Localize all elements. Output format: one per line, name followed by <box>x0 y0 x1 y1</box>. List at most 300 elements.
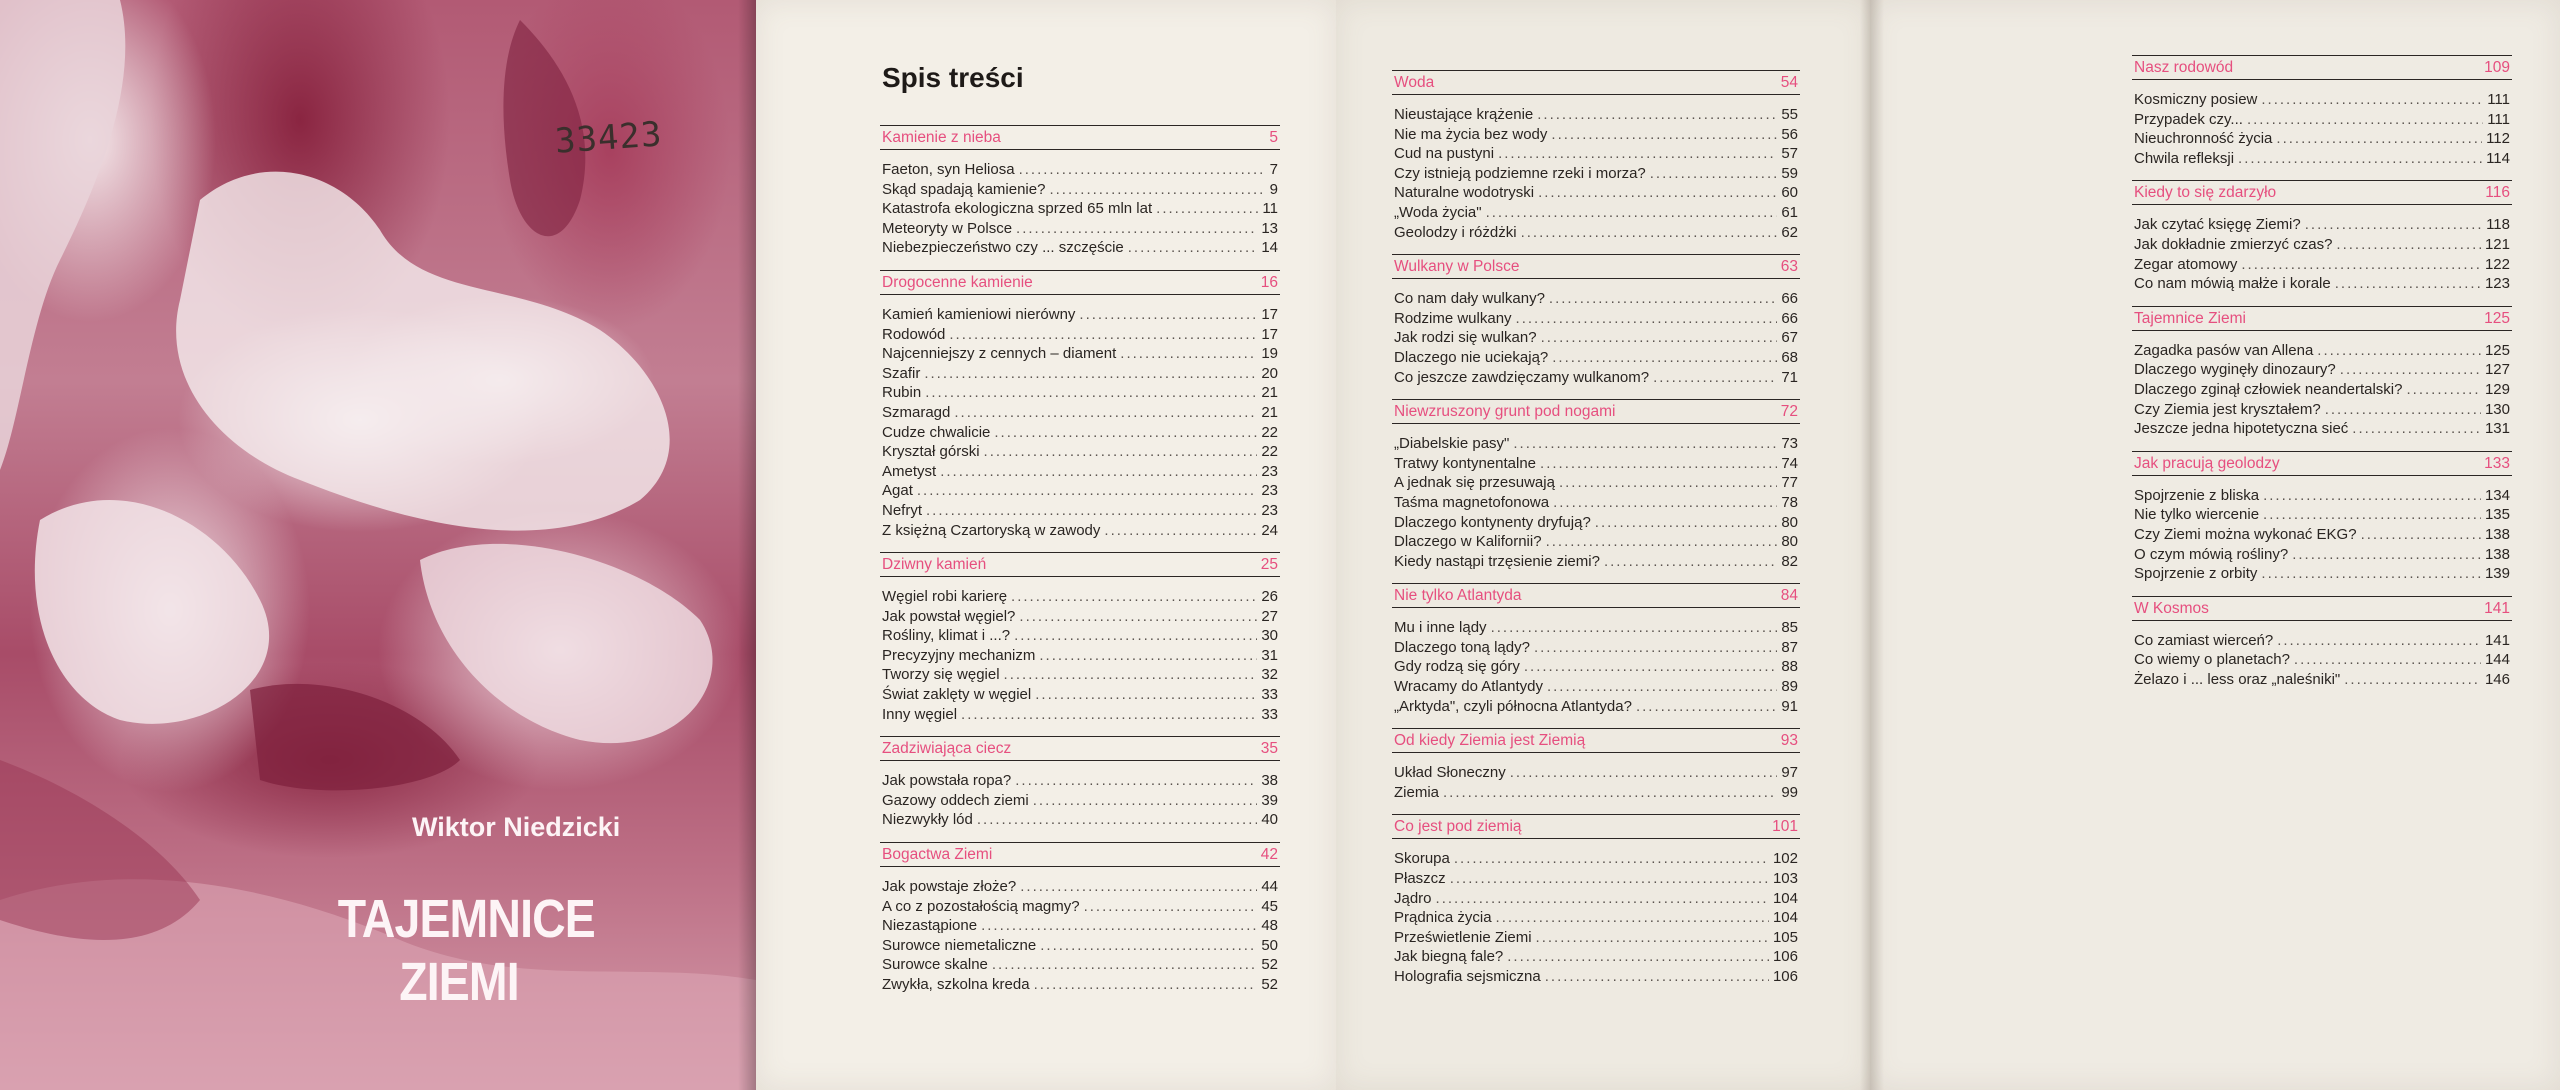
toc-entry <box>880 199 1280 219</box>
toc-entry-title: Dlaczego toną lądy? <box>1394 638 1530 656</box>
toc-section-page: 35 <box>1260 740 1278 758</box>
toc-entry-title: Agat <box>882 482 913 500</box>
toc-entry-page: 134 <box>2484 486 2510 504</box>
toc-entry-page: 40 <box>1261 811 1278 829</box>
toc-dot-leader <box>1486 203 1778 223</box>
toc-entry-title: Tratwy kontynentalne <box>1394 454 1537 472</box>
toc-entry <box>880 462 1280 482</box>
toc-dot-leader <box>1016 219 1257 239</box>
toc-entry-page: 26 <box>1261 588 1278 606</box>
toc-entry <box>1392 697 1800 717</box>
toc-entry-page: 33 <box>1261 686 1278 704</box>
toc-entry <box>880 897 1280 917</box>
toc-entry-page: 131 <box>2484 420 2510 438</box>
toc-dot-leader <box>2317 341 2481 361</box>
toc-entry <box>880 238 1280 258</box>
toc-entry <box>880 501 1280 521</box>
toc-dot-leader <box>2292 545 2481 565</box>
toc-entry <box>880 877 1280 897</box>
toc-entry-page: 127 <box>2484 361 2510 379</box>
toc-entry <box>1392 532 1800 552</box>
toc-entry-title: Taśma magnetofonowa <box>1394 493 1550 511</box>
toc-entry-title: Prądnica życia <box>1394 909 1492 927</box>
toc-entry <box>880 219 1280 239</box>
toc-entry-page: 45 <box>1261 897 1278 915</box>
toc-entry-title: Spojrzenie z bliska <box>2134 486 2260 504</box>
toc-entry-page: 30 <box>1261 627 1278 645</box>
toc-entry-page: 61 <box>1781 203 1798 221</box>
toc-dot-leader <box>992 955 1257 975</box>
toc-entry-page: 66 <box>1781 309 1798 327</box>
toc-entry-page: 14 <box>1261 239 1278 257</box>
toc-dot-leader <box>1541 328 1778 348</box>
toc-section-title: Co jest pod ziemią <box>1394 818 1522 836</box>
toc-dot-leader <box>1507 947 1769 967</box>
toc-entry-page: 21 <box>1261 384 1278 402</box>
toc-dot-leader <box>2277 631 2481 651</box>
toc-entry-page: 48 <box>1261 917 1278 935</box>
toc-entry <box>2132 274 2512 294</box>
toc-section-divider <box>1392 278 1800 289</box>
toc-entry-page: 125 <box>2484 341 2510 359</box>
toc-entry-title: Żelazo i ... less oraz „naleśniki" <box>2134 670 2341 688</box>
toc-entry-title: Cud na pustyni <box>1394 145 1495 163</box>
toc-section-title: Bogactwa Ziemi <box>882 846 993 864</box>
toc-section-page: 116 <box>2485 184 2510 202</box>
toc-entry-page: 32 <box>1261 666 1278 684</box>
toc-section-divider <box>1392 607 1800 618</box>
toc-dot-leader <box>1510 763 1778 783</box>
toc-section-divider <box>880 294 1280 305</box>
toc-entry-title: Kiedy nastąpi trzęsienie ziemi? <box>1394 552 1600 570</box>
toc-dot-leader <box>1019 160 1266 180</box>
toc-entry-title: Prześwietlenie Ziemi <box>1394 928 1532 946</box>
toc-entry <box>1392 677 1800 697</box>
toc-dot-leader <box>1604 552 1777 572</box>
toc-dot-leader <box>1436 889 1769 909</box>
cover-title-line-2: ZIEMI <box>399 952 519 1012</box>
toc-entry <box>2132 360 2512 380</box>
toc-entry-title: Dlaczego wyginęły dinozaury? <box>2134 361 2336 379</box>
toc-section-page: 109 <box>2484 59 2510 76</box>
toc-section-heading <box>1392 254 1800 278</box>
toc-entry-title: Tworzy się węgiel <box>882 666 1000 684</box>
toc-entry-page: 114 <box>2486 149 2510 167</box>
toc-entry <box>880 705 1280 725</box>
toc-entry <box>880 607 1280 627</box>
toc-dot-leader <box>2238 149 2482 169</box>
toc-entry <box>880 364 1280 384</box>
toc-entry-page: 20 <box>1261 364 1278 382</box>
toc-dot-leader <box>1595 513 1778 533</box>
toc-entry <box>1392 947 1800 967</box>
toc-entry <box>1392 783 1800 803</box>
toc-dot-leader <box>1104 521 1257 541</box>
toc-entry-page: 111 <box>2487 110 2510 128</box>
toc-entry <box>2132 255 2512 275</box>
toc-section-divider <box>2132 475 2512 486</box>
toc-entry-title: Nefryt <box>882 501 923 519</box>
toc-dot-leader <box>1034 975 1258 995</box>
toc-entry <box>2132 341 2512 361</box>
toc-entry-title: Nie ma życia bez wody <box>1394 125 1548 143</box>
toc-dot-leader <box>1128 238 1258 258</box>
toc-dot-leader <box>954 403 1257 423</box>
toc-entry <box>1392 473 1800 493</box>
toc-section-page: 72 <box>1780 403 1798 421</box>
toc-dot-leader <box>1521 223 1778 243</box>
toc-section-page: 84 <box>1780 587 1798 605</box>
toc-entry-page: 102 <box>1772 850 1798 868</box>
toc-section-title: Kamienie z nieba <box>882 129 1001 146</box>
toc-dot-leader <box>1538 183 1777 203</box>
toc-section-title: Woda <box>1394 74 1435 91</box>
toc-entry-title: Rodzime wulkany <box>1394 309 1512 327</box>
toc-entry <box>880 955 1280 975</box>
toc-entry-page: 17 <box>1261 325 1278 343</box>
toc-dot-leader <box>2406 380 2480 400</box>
toc-entry-page: 52 <box>1261 956 1278 974</box>
toc-section-divider <box>2132 330 2512 341</box>
toc-entry-title: Surowce niemetaliczne <box>882 936 1037 954</box>
toc-section-heading <box>880 842 1280 866</box>
toc-entry-title: Kamień kamieniowi nierówny <box>882 305 1076 323</box>
toc-entry-title: Co nam mówią małże i korale <box>2134 275 2331 293</box>
toc-entry-page: 106 <box>1772 968 1798 985</box>
toc-entry-page: 68 <box>1781 348 1798 366</box>
toc-entry <box>1392 928 1800 948</box>
toc-entry-page: 130 <box>2484 400 2510 418</box>
toc-entry-title: Szafir <box>882 364 921 382</box>
toc-dot-leader <box>1636 697 1777 717</box>
toc-entry-page: 105 <box>1772 928 1798 946</box>
toc-dot-leader <box>940 462 1257 482</box>
toc-entry-title: Kryształ górski <box>882 443 980 461</box>
toc-entry-page: 144 <box>2484 651 2510 669</box>
toc-entry-title: Spojrzenie z orbity <box>2134 565 2258 583</box>
toc-entry-page: 122 <box>2484 255 2510 273</box>
toc-entry-page: 99 <box>1781 783 1798 801</box>
toc-section-divider <box>1392 838 1800 849</box>
toc-entry-page: 38 <box>1261 772 1278 790</box>
toc-entry-page: 129 <box>2484 380 2510 398</box>
toc-section-divider <box>880 576 1280 587</box>
toc-entry-page: 22 <box>1261 423 1278 441</box>
toc-dot-leader <box>1450 869 1769 889</box>
toc-dot-leader <box>1516 309 1778 329</box>
toc-entry <box>1392 368 1800 388</box>
toc-dot-leader <box>1004 665 1258 685</box>
toc-section-divider <box>1392 752 1800 763</box>
toc-entry <box>1392 967 1800 987</box>
toc-section-heading <box>1392 70 1800 94</box>
toc-entry <box>1392 309 1800 329</box>
toc-section-divider <box>2132 204 2512 215</box>
toc-entry-page: 89 <box>1781 678 1798 696</box>
toc-entry-title: Meteoryty w Polsce <box>882 219 1013 237</box>
toc-dot-leader <box>1534 638 1777 658</box>
toc-entry-page: 27 <box>1261 607 1278 625</box>
toc-dot-leader <box>1546 532 1778 552</box>
toc-section-page: 133 <box>2484 454 2510 472</box>
toc-entry-page: 23 <box>1261 501 1278 519</box>
toc-entry-page: 77 <box>1781 474 1798 492</box>
toc-entry <box>1392 203 1800 223</box>
toc-entry <box>880 665 1280 685</box>
toc-entry-title: Z księżną Czartoryską w zawody <box>882 521 1101 539</box>
toc-entry-title: Ametyst <box>882 462 937 480</box>
toc-entry <box>2132 525 2512 545</box>
toc-entry-title: Jak dokładnie zmierzyć czas? <box>2134 235 2333 253</box>
toc-entry <box>880 305 1280 325</box>
toc-entry-page: 121 <box>2484 235 2510 253</box>
toc-entry-page: 74 <box>1781 454 1798 472</box>
toc-dot-leader <box>1491 618 1778 638</box>
toc-dot-leader <box>1552 348 1777 368</box>
toc-entry <box>1392 889 1800 909</box>
toc-section-heading <box>2132 180 2512 204</box>
toc-entry <box>880 383 1280 403</box>
toc-entry-title: Rodowód <box>882 325 946 343</box>
toc-section-title: Tajemnice Ziemi <box>2134 309 2246 327</box>
toc-entry <box>1392 164 1800 184</box>
toc-dot-leader <box>1524 657 1777 677</box>
toc-section-divider <box>2132 620 2512 631</box>
toc-section-title: Kiedy to się zdarzyło <box>2134 184 2277 202</box>
handwritten-inventory-number: 33423 <box>553 114 664 162</box>
toc-entry <box>880 481 1280 501</box>
toc-section-heading <box>2132 306 2512 330</box>
toc-dot-leader <box>1039 646 1257 666</box>
toc-title: Spis treści <box>882 62 1024 93</box>
toc-entry-page: 112 <box>2486 130 2510 148</box>
toc-dot-leader <box>2325 400 2481 420</box>
toc-entry <box>880 771 1280 791</box>
toc-dot-leader <box>961 705 1257 725</box>
toc-entry-title: Niezastąpione <box>882 917 978 935</box>
toc-entry-title: Holografia sejsmiczna <box>1394 968 1541 985</box>
toc-entry-title: Rośliny, klimat i ...? <box>882 627 1011 645</box>
toc-entry-title: A co z pozostałością magmy? <box>882 897 1080 915</box>
toc-dot-leader <box>1549 289 1777 309</box>
toc-section-heading <box>1392 728 1800 752</box>
toc-entry <box>1392 144 1800 164</box>
toc-entry <box>2132 380 2512 400</box>
toc-dot-leader <box>2263 505 2481 525</box>
toc-section-heading <box>1392 583 1800 607</box>
toc-entry-page: 9 <box>1269 180 1278 198</box>
toc-entry-title: A jednak się przesuwają <box>1394 474 1555 492</box>
toc-entry-title: Niezwykły lód <box>882 811 973 829</box>
toc-entry-page: 23 <box>1261 482 1278 500</box>
toc-entry-page: 71 <box>1781 368 1798 386</box>
toc-entry-title: Dlaczego nie uciekają? <box>1394 348 1549 366</box>
toc-entry-title: Jak powstaje złoże? <box>882 878 1017 896</box>
toc-entry-title: Geolodzy i różdżki <box>1394 223 1517 241</box>
toc-section-divider <box>2132 79 2512 90</box>
toc-entry-page: 80 <box>1781 533 1798 551</box>
toc-entry <box>1392 289 1800 309</box>
toc-dot-leader <box>1156 199 1258 219</box>
toc-entry-title: „Arktyda", czyli północna Atlantyda? <box>1394 697 1632 715</box>
toc-entry-page: 85 <box>1781 619 1798 637</box>
toc-section-page: 42 <box>1260 846 1278 864</box>
toc-entry <box>1392 183 1800 203</box>
toc-dot-leader <box>2241 255 2481 275</box>
toc-column <box>880 125 1280 995</box>
toc-entry <box>880 344 1280 364</box>
toc-entry-page: 11 <box>1262 200 1278 218</box>
toc-entry <box>1392 513 1800 533</box>
toc-entry <box>1392 657 1800 677</box>
toc-dot-leader <box>1014 626 1257 646</box>
toc-entry <box>2132 505 2512 525</box>
toc-entry <box>1392 908 1800 928</box>
toc-entry-title: Węgiel robi karierę <box>882 588 1008 606</box>
toc-dot-leader <box>926 501 1257 521</box>
toc-entry-title: Inny węgiel <box>882 705 958 723</box>
toc-entry-title: Chwila refleksji <box>2134 149 2235 167</box>
toc-section-heading <box>2132 596 2512 620</box>
toc-entry-page: 44 <box>1261 878 1278 896</box>
toc-entry <box>880 626 1280 646</box>
toc-dot-leader <box>1454 849 1769 869</box>
toc-entry-page: 67 <box>1781 329 1798 347</box>
toc-entry <box>880 521 1280 541</box>
toc-entry-title: Jak biegną fale? <box>1394 948 1504 966</box>
toc-entry-title: Skąd spadają kamienie? <box>882 180 1046 198</box>
toc-entry <box>2132 631 2512 651</box>
toc-entry <box>880 646 1280 666</box>
toc-dot-leader <box>1559 473 1777 493</box>
toc-entry-title: „Woda życia" <box>1394 203 1482 221</box>
toc-section-title: Wulkany w Polsce <box>1394 258 1520 276</box>
toc-entry <box>1392 223 1800 243</box>
toc-section-page: 5 <box>1269 129 1278 146</box>
toc-entry-title: Mu i inne lądy <box>1394 619 1487 637</box>
toc-entry <box>2132 235 2512 255</box>
toc-section-heading <box>2132 55 2512 79</box>
toc-entry-title: „Diabelskie pasy" <box>1394 435 1510 453</box>
toc-section-heading <box>880 736 1280 760</box>
toc-section-page: 93 <box>1780 732 1798 750</box>
toc-dot-leader <box>1537 105 1777 125</box>
toc-entry-title: Co zamiast wierceń? <box>2134 631 2274 649</box>
toc-entry <box>1392 869 1800 889</box>
toc-entry-page: 56 <box>1781 125 1798 143</box>
toc-entry-title: Rubin <box>882 384 922 402</box>
toc-entry-page: 57 <box>1781 145 1798 163</box>
toc-entry-page: 21 <box>1261 403 1278 421</box>
toc-dot-leader <box>2261 90 2483 110</box>
cover-title-line-1: TAJEMNICE <box>337 889 595 949</box>
toc-entry-title: Jak powstał węgiel? <box>882 607 1016 625</box>
toc-dot-leader <box>2344 670 2481 690</box>
toc-entry-page: 23 <box>1261 462 1278 480</box>
toc-entry-title: Jak czytać księgę Ziemi? <box>2134 216 2301 234</box>
toc-dot-leader <box>1019 607 1257 627</box>
toc-entry-page: 13 <box>1261 219 1278 237</box>
toc-section-page: 25 <box>1260 556 1278 574</box>
toc-dot-leader <box>924 364 1257 384</box>
toc-entry-page: 82 <box>1781 552 1798 570</box>
toc-entry-title: Surowce skalne <box>882 956 988 974</box>
toc-entry-page: 111 <box>2487 91 2510 108</box>
toc-entry-page: 88 <box>1781 658 1798 676</box>
toc-section-title: Dziwny kamień <box>882 556 987 574</box>
toc-section-heading <box>2132 451 2512 475</box>
toc-entry-title: Ziemia <box>1394 783 1440 801</box>
toc-dot-leader <box>1443 783 1777 803</box>
toc-entry <box>2132 564 2512 584</box>
toc-entry-title: Jądro <box>1394 889 1432 907</box>
toc-entry-title: Czy Ziemia jest kryształem? <box>2134 400 2321 418</box>
toc-section-page: 125 <box>2484 309 2510 327</box>
toc-entry-title: Faeton, syn Heliosa <box>882 161 1015 178</box>
toc-entry-title: Zagadka pasów van Allena <box>2134 341 2314 359</box>
toc-column <box>2132 55 2512 689</box>
toc-entry-page: 19 <box>1261 345 1278 363</box>
toc-entry-page: 141 <box>2484 631 2510 649</box>
toc-dot-leader <box>1011 587 1257 607</box>
toc-entry-title: Katastrofa ekologiczna sprzed 65 mln lat <box>882 200 1153 218</box>
toc-entry-title: Precyzyjny mechanizm <box>882 646 1036 664</box>
toc-entry-title: Zegar atomowy <box>2134 255 2238 273</box>
toc-entry-page: 60 <box>1781 184 1798 202</box>
toc-dot-leader <box>977 810 1257 830</box>
toc-dot-leader <box>2361 525 2481 545</box>
toc-dot-leader <box>2335 274 2481 294</box>
toc-entry-page: 24 <box>1261 521 1278 539</box>
toc-entry-title: Skorupa <box>1394 850 1450 868</box>
toc-column <box>1392 70 1800 987</box>
toc-entry-page: 123 <box>2484 275 2510 293</box>
toc-entry <box>880 403 1280 423</box>
toc-dot-leader <box>1547 677 1777 697</box>
toc-entry <box>880 975 1280 995</box>
toc-entry-title: Czy istnieją podziemne rzeki i morza? <box>1394 164 1646 182</box>
toc-entry-title: Wracamy do Atlantydy <box>1394 678 1543 696</box>
toc-entry <box>2132 149 2512 169</box>
toc-dot-leader <box>1545 967 1769 987</box>
cover-author: Wiktor Niedzicki <box>412 812 621 842</box>
toc-entry-page: 50 <box>1261 936 1278 954</box>
toc-dot-leader <box>1536 928 1769 948</box>
toc-entry-page: 55 <box>1781 106 1798 123</box>
toc-entry <box>1392 434 1800 454</box>
toc-dot-leader <box>1049 180 1265 200</box>
toc-dot-leader <box>1035 685 1257 705</box>
toc-dot-leader <box>2261 564 2481 584</box>
toc-entry-page: 78 <box>1781 493 1798 511</box>
toc-dot-leader <box>2263 486 2481 506</box>
toc-entry <box>880 936 1280 956</box>
toc-dot-leader <box>2276 129 2482 149</box>
toc-entry-page: 59 <box>1781 164 1798 182</box>
toc-dot-leader <box>2352 419 2481 439</box>
toc-entry-title: Co wiemy o planetach? <box>2134 651 2290 669</box>
toc-dot-leader <box>2305 215 2482 235</box>
toc-section-divider <box>1392 94 1800 105</box>
toc-entry <box>880 442 1280 462</box>
toc-dot-leader <box>1040 936 1257 956</box>
toc-entry-title: Gazowy oddech ziemi <box>882 791 1029 809</box>
toc-entry-title: Co jeszcze zawdzięczamy wulkanom? <box>1394 368 1650 386</box>
toc-dot-leader <box>984 442 1258 462</box>
toc-dot-leader <box>981 916 1257 936</box>
toc-dot-leader <box>2340 360 2481 380</box>
toc-entry-title: Jak rodzi się wulkan? <box>1394 329 1537 347</box>
